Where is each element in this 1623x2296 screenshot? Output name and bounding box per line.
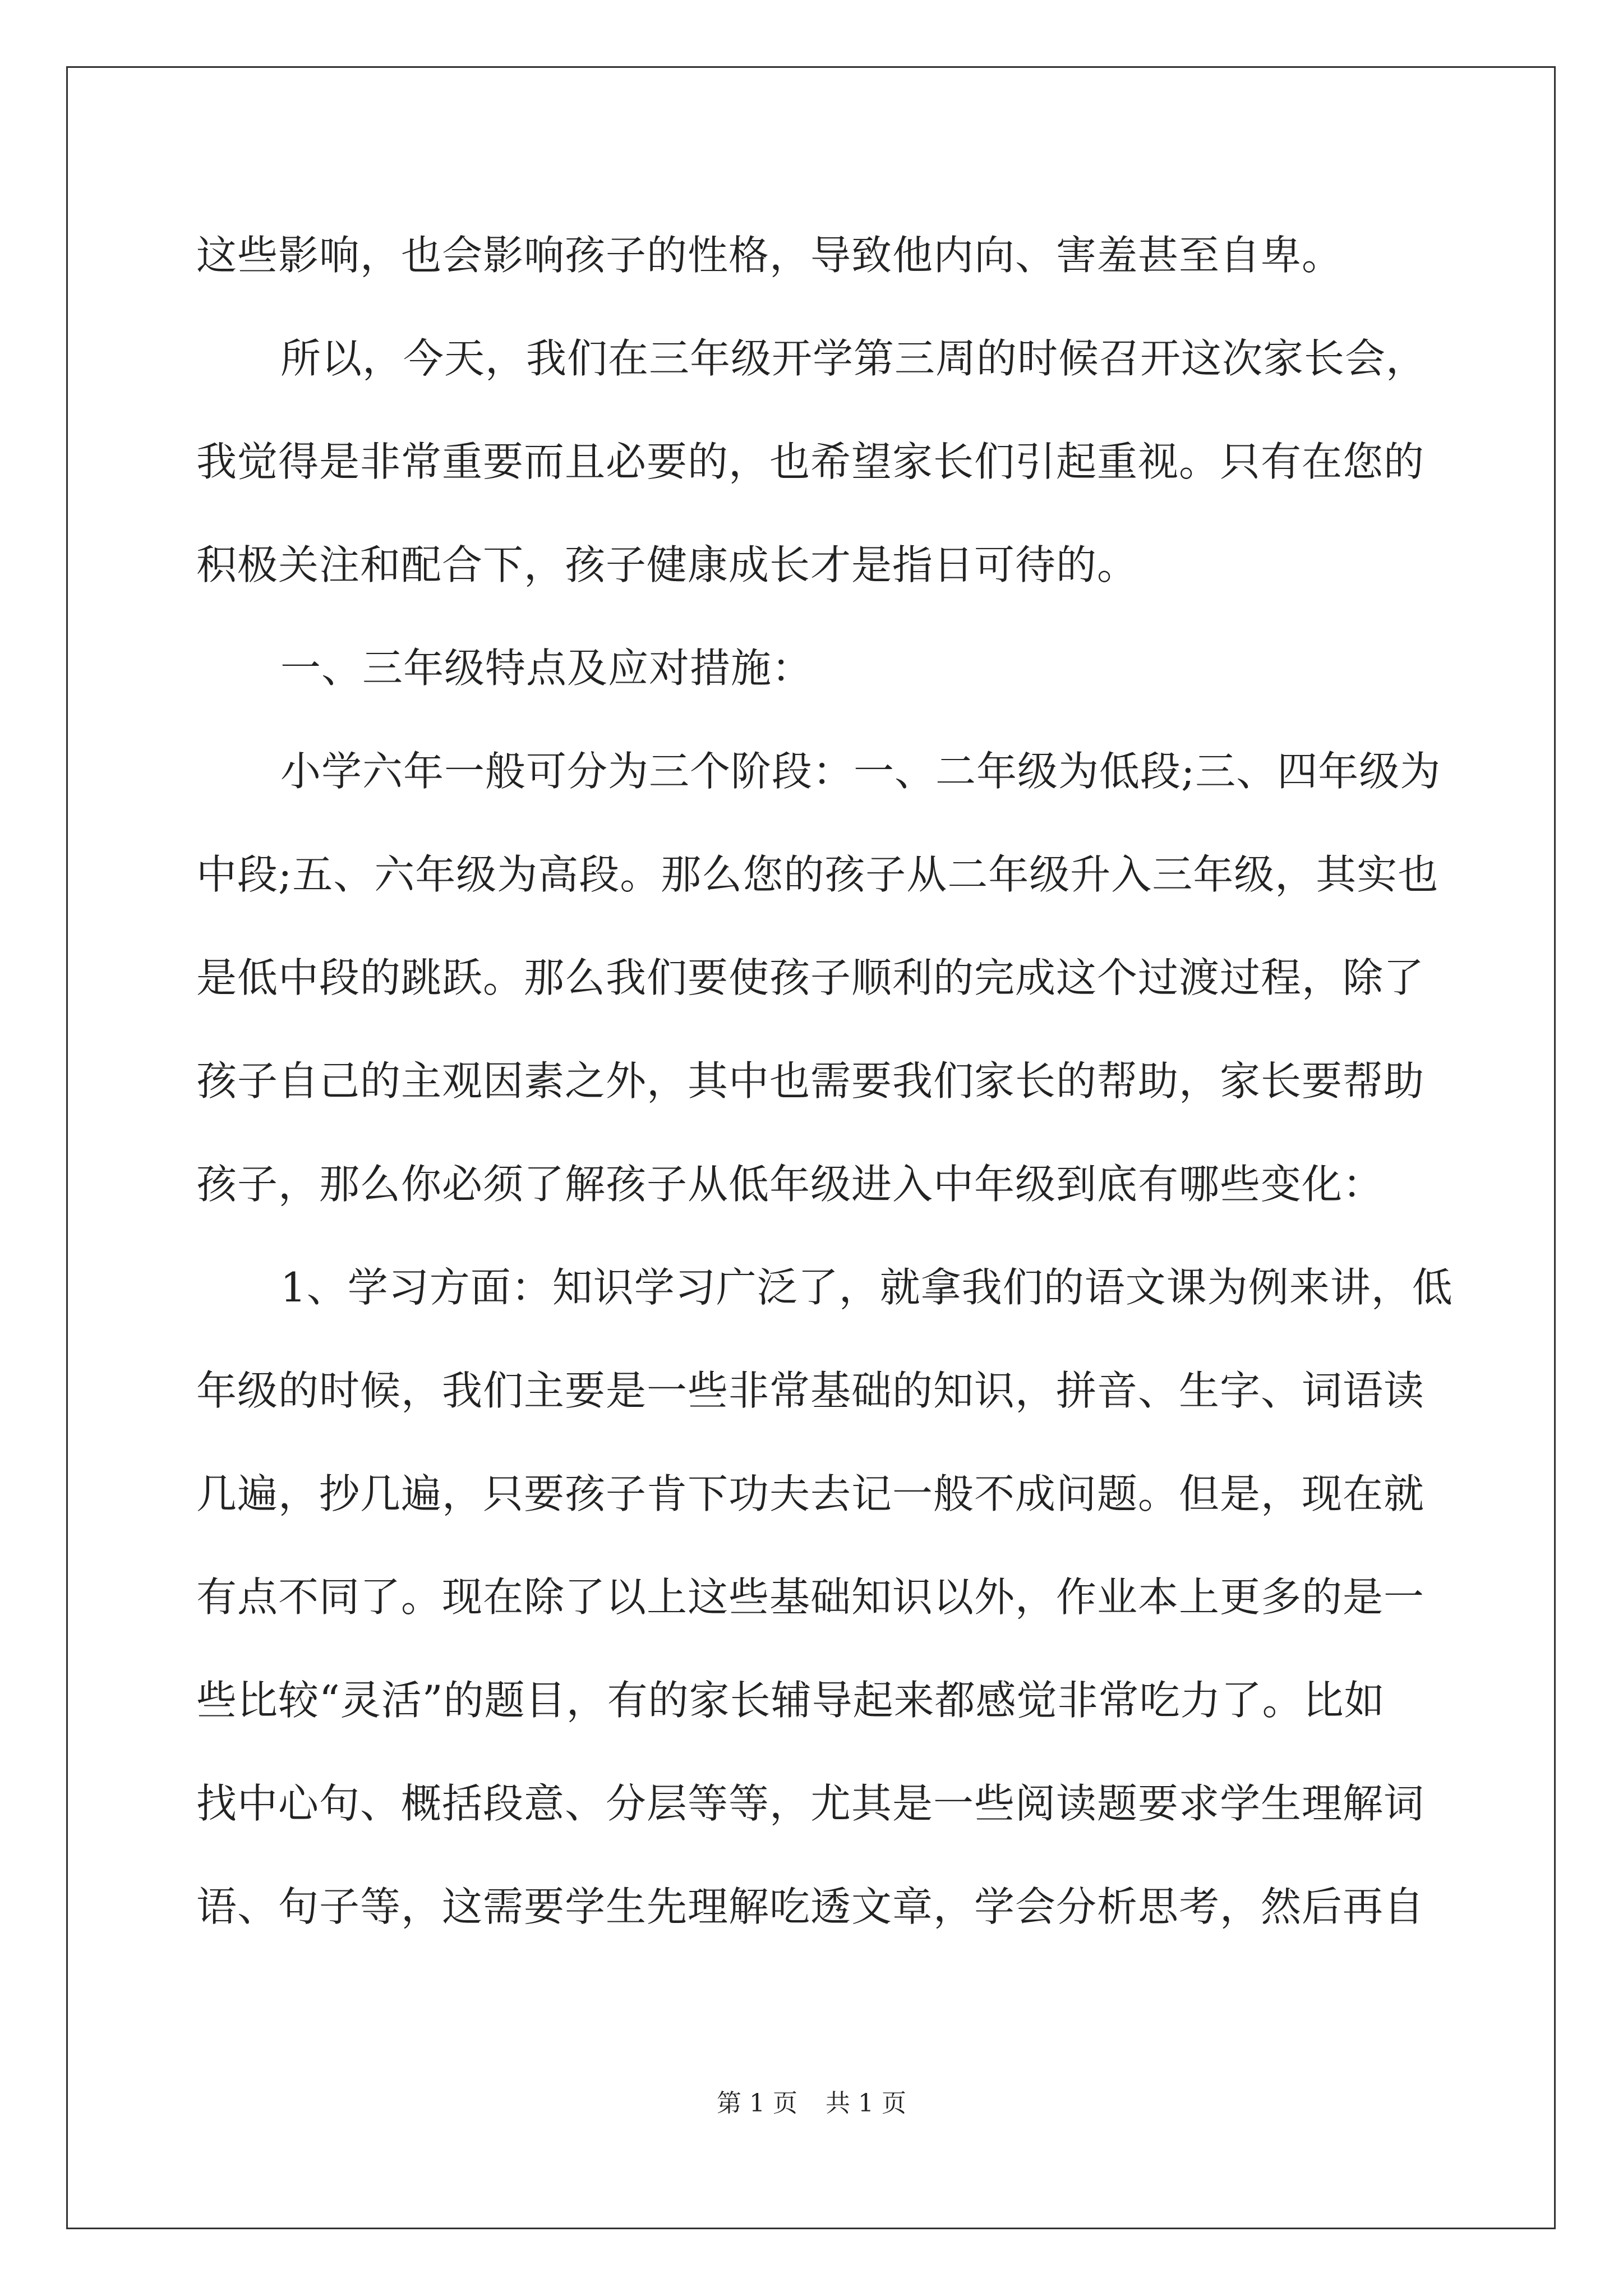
section-heading: 一、三年级特点及应对措施： xyxy=(280,645,813,692)
text-line: 几遍，抄几遍，只要孩子肯下功夫去记一般不成问题。但是，现在就 xyxy=(196,1470,1425,1517)
page-footer xyxy=(0,2087,1623,2120)
text-line: 积极关注和配合下，孩子健康成长才是指日可待的。 xyxy=(196,541,1138,588)
text-line: 有点不同了。现在除了以上这些基础知识以外，作业本上更多的是一 xyxy=(196,1573,1425,1621)
text-line: 孩子自己的主观因素之外，其中也需要我们家长的帮助，家长要帮助 xyxy=(196,1057,1425,1105)
text-line: 语、句子等，这需要学生先理解吃透文章，学会分析思考，然后再自 xyxy=(196,1883,1425,1930)
text-line: 我觉得是非常重要而且必要的，也希望家长们引起重视。只有在您的 xyxy=(196,438,1425,485)
text-line: 中段;五、六年级为高段。那么您的孩子从二年级升入三年级，其实也 xyxy=(196,851,1439,898)
text-line: 孩子，那么你必须了解孩子从低年级进入中年级到底有哪些变化： xyxy=(196,1161,1384,1208)
page-total: 共 1 页 xyxy=(826,2089,906,2118)
text-line: 这些影响，也会影响孩子的性格，导致他内向、害羞甚至自卑。 xyxy=(196,232,1343,279)
text-line: 所以，今天，我们在三年级开学第三周的时候召开这次家长会， xyxy=(280,335,1427,382)
text-line: 1、学习方面：知识学习广泛了，就拿我们的语文课为例来讲，低 xyxy=(280,1264,1453,1311)
text-line: 是低中段的跳跃。那么我们要使孩子顺利的完成这个过渡过程，除了 xyxy=(196,954,1425,1001)
text-line: 些比较“灵活”的题目，有的家长辅导起来都感觉非常吃力了。比如 xyxy=(196,1677,1385,1724)
page-number: 第 1 页 xyxy=(717,2089,797,2118)
text-line: 找中心句、概括段意、分层等等，尤其是一些阅读题要求学生理解词 xyxy=(196,1780,1425,1827)
text-line: 年级的时候，我们主要是一些非常基础的知识，拼音、生字、词语读 xyxy=(196,1367,1425,1414)
text-line: 小学六年一般可分为三个阶段：一、二年级为低段;三、四年级为 xyxy=(280,748,1441,795)
